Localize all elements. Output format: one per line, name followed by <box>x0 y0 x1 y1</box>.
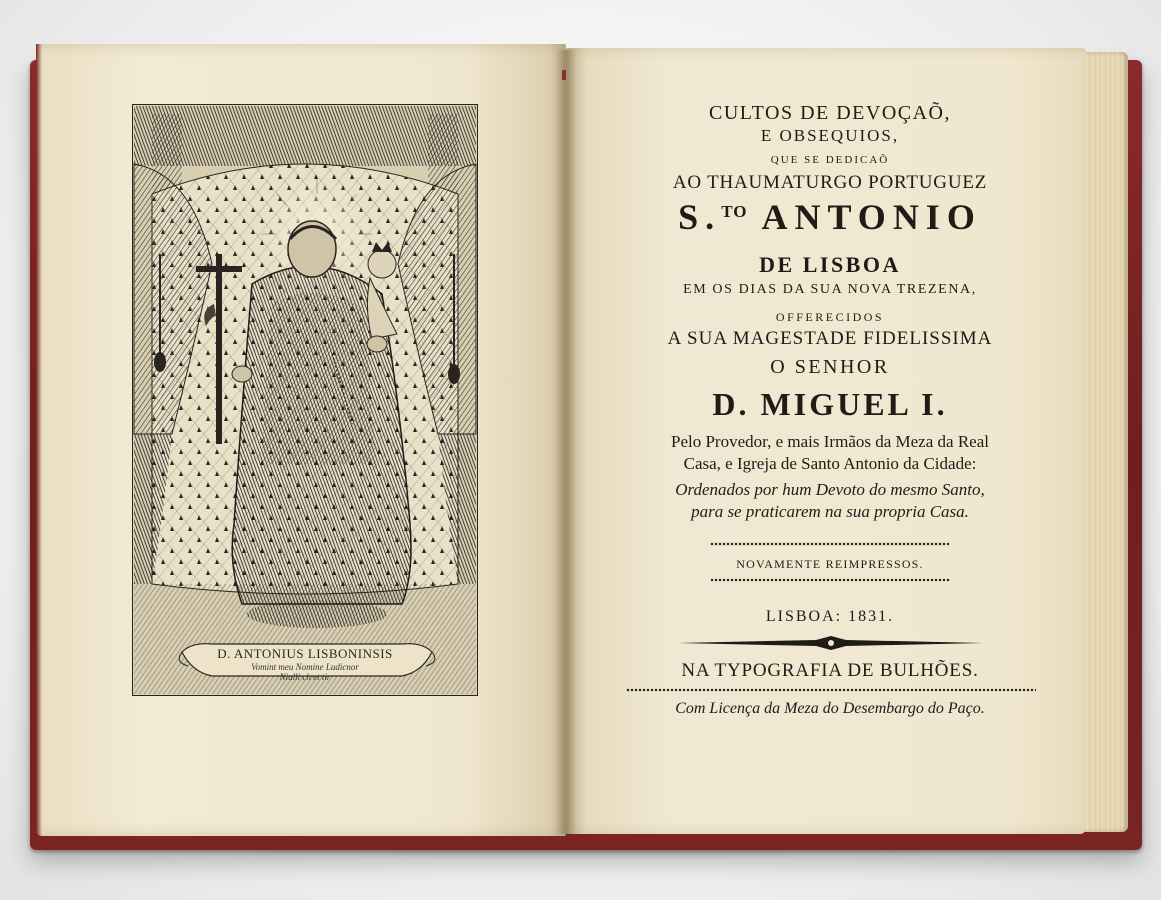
title-line-8: OFFERECIDOS <box>775 310 885 324</box>
spine-gutter <box>556 50 576 834</box>
title-line-9: A SUA MAGESTADE FIDELISSIMA <box>667 328 993 349</box>
title-line-4: AO THAUMATURGO PORTUGUEZ <box>672 172 988 193</box>
title-line-7: EM OS DIAS DA SUA NOVA TREZENA, <box>683 282 977 297</box>
ornament-divider <box>676 634 986 652</box>
title-line-11: D. MIGUEL I. <box>712 386 948 422</box>
left-cover-edge <box>36 44 42 836</box>
title-line-6: DE LISBOA <box>759 252 901 277</box>
bookmark-ribbon <box>562 70 566 80</box>
title-line-15: para se praticarem na sua propria Casa. <box>691 502 969 521</box>
frontispiece-engraving <box>132 104 478 696</box>
title-line-16: NOVAMENTE REIMPRESSOS. <box>736 557 924 571</box>
title-main-name: ANTONIO <box>761 197 982 237</box>
title-line-5 <box>600 196 1060 238</box>
title-line-13: Casa, e Igreja de Santo Antonio da Cidade: <box>683 454 977 473</box>
caption-sub-1: Vomint meu Nomine Ludicnor <box>251 662 359 672</box>
title-line-18: NA TYPOGRAFIA DE BULHÕES. <box>681 660 979 681</box>
title-line-12: Pelo Provedor, e mais Irmãos da Meza da Real <box>671 432 989 451</box>
caption-sub-2: Niulli ch et tir <box>279 672 331 682</box>
title-line-1: CULTOS DE DEVOÇAÕ, <box>708 102 952 124</box>
title-line-17: LISBOA: 1831. <box>765 608 895 625</box>
title-line-14: Ordenados por hum Devoto do mesmo Santo, <box>675 480 985 499</box>
title-line-10: O SENHOR <box>770 356 890 378</box>
title-line-2: E OBSEQUIOS, <box>760 126 900 145</box>
dotted-rule-imprint <box>626 688 1036 694</box>
title-prefix: S. <box>678 197 722 237</box>
title-superscript: TO <box>721 202 748 221</box>
dotted-rule-top <box>710 542 950 548</box>
page-edges <box>1084 52 1128 832</box>
title-line-3: QUE SE DEDICAÕ <box>770 154 890 166</box>
dotted-rule-bottom <box>710 578 950 584</box>
title-line-19: Com Licença da Meza do Desembargo do Paço. <box>675 700 985 717</box>
caption-main: D. ANTONIUS LISBONINSIS <box>217 646 393 661</box>
